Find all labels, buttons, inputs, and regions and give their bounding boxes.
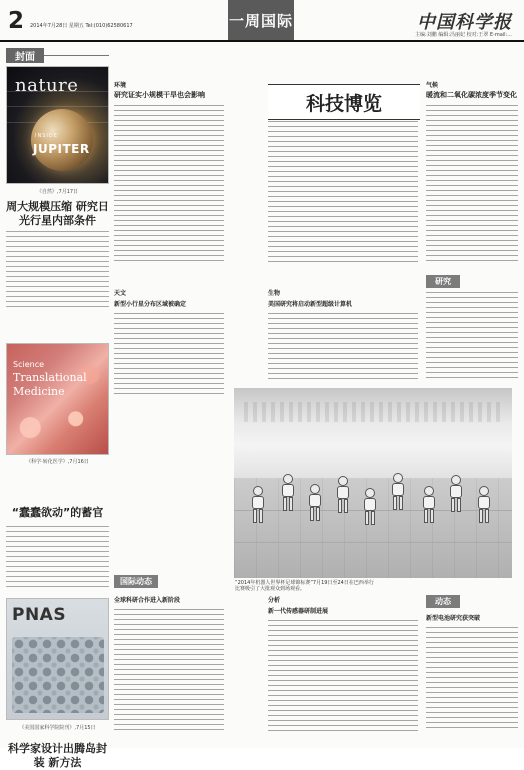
science-cover-line-1: Translational: [13, 371, 87, 384]
sidebar-headline-1: 周大规模压缩 研究日光行星内部条件: [6, 200, 109, 227]
science-cover-caption: 《科学·转化医学》,7月16日: [26, 459, 89, 465]
photo-caption-line-1: “2014年机器人世界杯足球锦标赛”7月19日至24日在巴西举行: [235, 580, 374, 586]
pnas-cover-caption: 《美国国家科学院院刊》,7月15日: [19, 725, 96, 731]
pnas-cover: [6, 598, 109, 720]
nature-cover-caption: 《自然》,7月17日: [36, 189, 79, 195]
robot-soccer-photo: [234, 388, 512, 578]
top-left-category: 环境: [114, 82, 127, 89]
science-cover-small: Science: [13, 360, 45, 369]
lower-right-text: [426, 627, 518, 737]
lower-mid-text: [268, 620, 418, 737]
pnas-cover-image: [12, 637, 104, 713]
pnas-cover-title: PNAS: [12, 605, 67, 625]
research-tag: 研究: [426, 275, 460, 288]
left-sidebar: [6, 48, 109, 769]
nature-cover: [6, 66, 109, 184]
top-right-headline: 暖流和二氧化碳浓度季节变化: [426, 91, 517, 99]
sidebar-tag: 封面: [6, 48, 44, 63]
lower-mid-headline: 新一代传感器研制进展: [268, 608, 329, 615]
nature-cover-title: nature: [15, 75, 79, 96]
photo-caption-line-2: 比赛吸引了大批观众到场观看。: [235, 586, 306, 593]
lower-mid-category: 分析: [268, 597, 281, 604]
sidebar-headline-2: “蠢蠢欲动”的蓄官: [11, 506, 104, 519]
mid-left-category: 天文: [114, 290, 127, 297]
main-content: [114, 47, 518, 739]
top-right-category: 气候: [426, 82, 439, 89]
jupiter-planet: [31, 109, 93, 171]
page-header: [0, 0, 524, 42]
mid-center-text: [268, 313, 418, 383]
mid-left-headline: 新型小行星分布区域被确定: [114, 301, 187, 308]
newspaper-brand: 中国科学报: [417, 12, 512, 33]
nature-cover-headline: JUPITER: [33, 142, 90, 156]
sidebar-text-block-2: [6, 526, 109, 588]
mid-center-headline: 美国研究将启动新型超级计算机: [268, 301, 353, 308]
editor-line: 主编:刘鹏 编辑:冯丽妃 校对:王翠 E-mail:...: [415, 32, 512, 38]
sidebar-text-block-1: [6, 231, 109, 309]
lower-right-headline: 新型电池研究获突破: [426, 615, 481, 622]
science-cover-line-2: Medicine: [13, 385, 65, 398]
lower-right-tag: 动态: [426, 595, 460, 608]
lower-left-headline: 全球科研合作进入新阶段: [114, 597, 181, 604]
page-number: 2: [8, 8, 25, 34]
top-center-text: [268, 121, 418, 281]
mid-left-text: [114, 313, 224, 399]
tech-expo-banner: 科技博览: [268, 84, 420, 120]
photo-caption: [235, 580, 511, 593]
top-left-text: [114, 105, 224, 285]
sidebar-rule: [44, 55, 109, 56]
section-banner: 一周国际: [228, 0, 294, 40]
issue-line: 2014年7月28日 星期五 Tel:(010)62580617: [30, 23, 133, 29]
science-translational-medicine-cover: [6, 343, 109, 455]
mid-right-text: [426, 292, 518, 386]
lower-left-text: [114, 609, 224, 737]
nature-cover-overline: INSIDE: [35, 133, 58, 139]
top-right-text: [426, 105, 518, 285]
international-dynamics-tag: 国际动态: [114, 575, 158, 588]
sidebar-headline-3: 科学家设计出腾岛封装 新方法: [8, 742, 107, 769]
top-left-headline: 研究证实小规模干旱也会影响: [114, 91, 205, 99]
mid-center-category: 生物: [268, 290, 281, 297]
